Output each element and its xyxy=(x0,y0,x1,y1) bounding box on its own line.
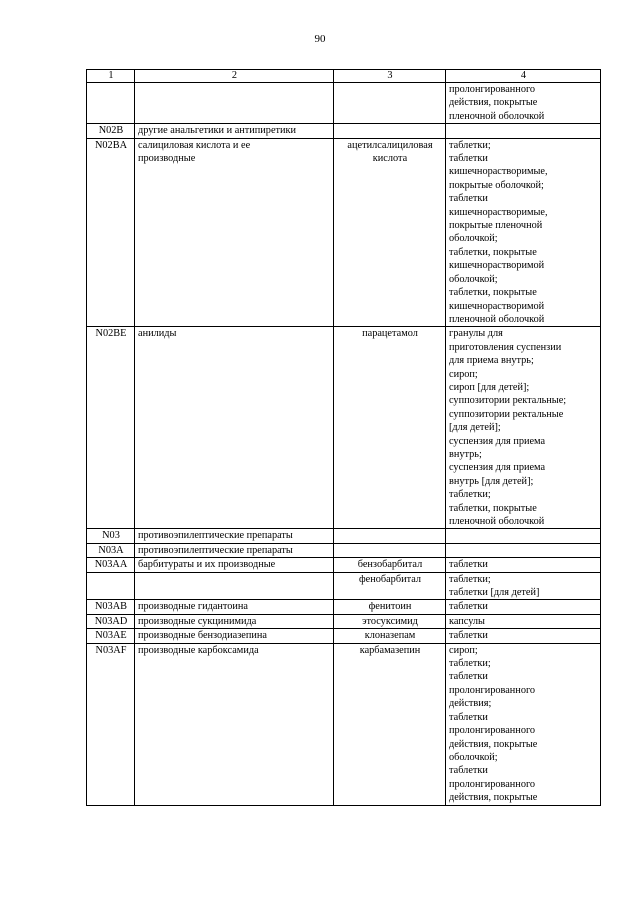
group-name-cell: противоэпилептические препараты xyxy=(135,543,334,557)
column-header-3: 3 xyxy=(334,70,446,83)
dosage-forms-cell: таблетки xyxy=(446,600,601,614)
table-row xyxy=(87,543,601,557)
drug-name-cell xyxy=(334,124,446,138)
drug-name-cell xyxy=(334,83,446,124)
group-name-cell: другие анальгетики и антипиретики xyxy=(135,124,334,138)
atc-code-cell: N02BE xyxy=(87,327,135,529)
table-row xyxy=(87,529,601,543)
drug-name-cell: парацетамол xyxy=(334,327,446,529)
column-header-1: 1 xyxy=(87,70,135,83)
group-name-cell: анилиды xyxy=(135,327,334,529)
page-number: 90 xyxy=(314,33,326,45)
dosage-forms-cell: гранулы для приготовления суспензии для приема внутрь; сироп; сироп [для детей]; суппозитории ректальные; суппозитории ректальные [для детей]; суспензия для приема внутрь; суспензия для приема внутрь [для детей]; таблетки; таблетки, покрытые пленочной оболочкой xyxy=(446,327,601,529)
atc-code-cell: N03AA xyxy=(87,558,135,572)
table-row xyxy=(87,327,601,529)
drug-name-cell: фенитоин xyxy=(334,600,446,614)
atc-code-cell: N03AF xyxy=(87,643,135,805)
dosage-forms-cell: таблетки; таблетки [для детей] xyxy=(446,572,601,600)
atc-code-cell: N03AD xyxy=(87,614,135,628)
group-name-cell: производные сукцинимида xyxy=(135,614,334,628)
group-name-cell xyxy=(135,572,334,600)
atc-code-cell: N03 xyxy=(87,529,135,543)
dosage-forms-cell xyxy=(446,529,601,543)
column-header-2: 2 xyxy=(135,70,334,83)
group-name-cell: производные карбоксамида xyxy=(135,643,334,805)
dosage-forms-cell: капсулы xyxy=(446,614,601,628)
drug-name-cell xyxy=(334,543,446,557)
dosage-forms-cell: таблетки xyxy=(446,558,601,572)
table-row xyxy=(87,614,601,628)
dosage-forms-cell: таблетки; таблетки кишечнорастворимые, покрытые оболочкой; таблетки кишечнорастворимые, покрытые пленочной оболочкой; таблетки, покрытые кишечнорастворимой оболочкой; таблетки, покрытые кишечнорастворимой пленочной оболочкой xyxy=(446,138,601,327)
table-row xyxy=(87,572,601,600)
drug-table xyxy=(86,69,601,806)
table-row xyxy=(87,138,601,327)
column-header-4: 4 xyxy=(446,70,601,83)
atc-code-cell: N02B xyxy=(87,124,135,138)
atc-code-cell: N03AE xyxy=(87,629,135,643)
atc-code-cell xyxy=(87,83,135,124)
drug-name-cell: клоназепам xyxy=(334,629,446,643)
table-row xyxy=(87,643,601,805)
dosage-forms-cell: пролонгированного действия, покрытые пленочной оболочкой xyxy=(446,83,601,124)
drug-name-cell: фенобарбитал xyxy=(334,572,446,600)
drug-name-cell: карбамазепин xyxy=(334,643,446,805)
table-row xyxy=(87,83,601,124)
table-row xyxy=(87,558,601,572)
drug-name-cell: ацетилсалициловая кислота xyxy=(334,138,446,327)
dosage-forms-cell xyxy=(446,124,601,138)
drug-name-cell: этосуксимид xyxy=(334,614,446,628)
dosage-forms-cell xyxy=(446,543,601,557)
dosage-forms-cell: таблетки xyxy=(446,629,601,643)
drug-name-cell xyxy=(334,529,446,543)
table-row xyxy=(87,629,601,643)
atc-code-cell xyxy=(87,572,135,600)
atc-code-cell: N03A xyxy=(87,543,135,557)
group-name-cell xyxy=(135,83,334,124)
table-row xyxy=(87,124,601,138)
group-name-cell: производные бензодиазепина xyxy=(135,629,334,643)
table-row xyxy=(87,600,601,614)
group-name-cell: салициловая кислота и ее производные xyxy=(135,138,334,327)
group-name-cell: барбитураты и их производные xyxy=(135,558,334,572)
header-row xyxy=(87,70,601,83)
atc-code-cell: N03AB xyxy=(87,600,135,614)
atc-code-cell: N02BA xyxy=(87,138,135,327)
drug-name-cell: бензобарбитал xyxy=(334,558,446,572)
group-name-cell: производные гидантоина xyxy=(135,600,334,614)
dosage-forms-cell: сироп; таблетки; таблетки пролонгированного действия; таблетки пролонгированного действия, покрытые оболочкой; таблетки пролонгированного действия, покрытые xyxy=(446,643,601,805)
group-name-cell: противоэпилептические препараты xyxy=(135,529,334,543)
